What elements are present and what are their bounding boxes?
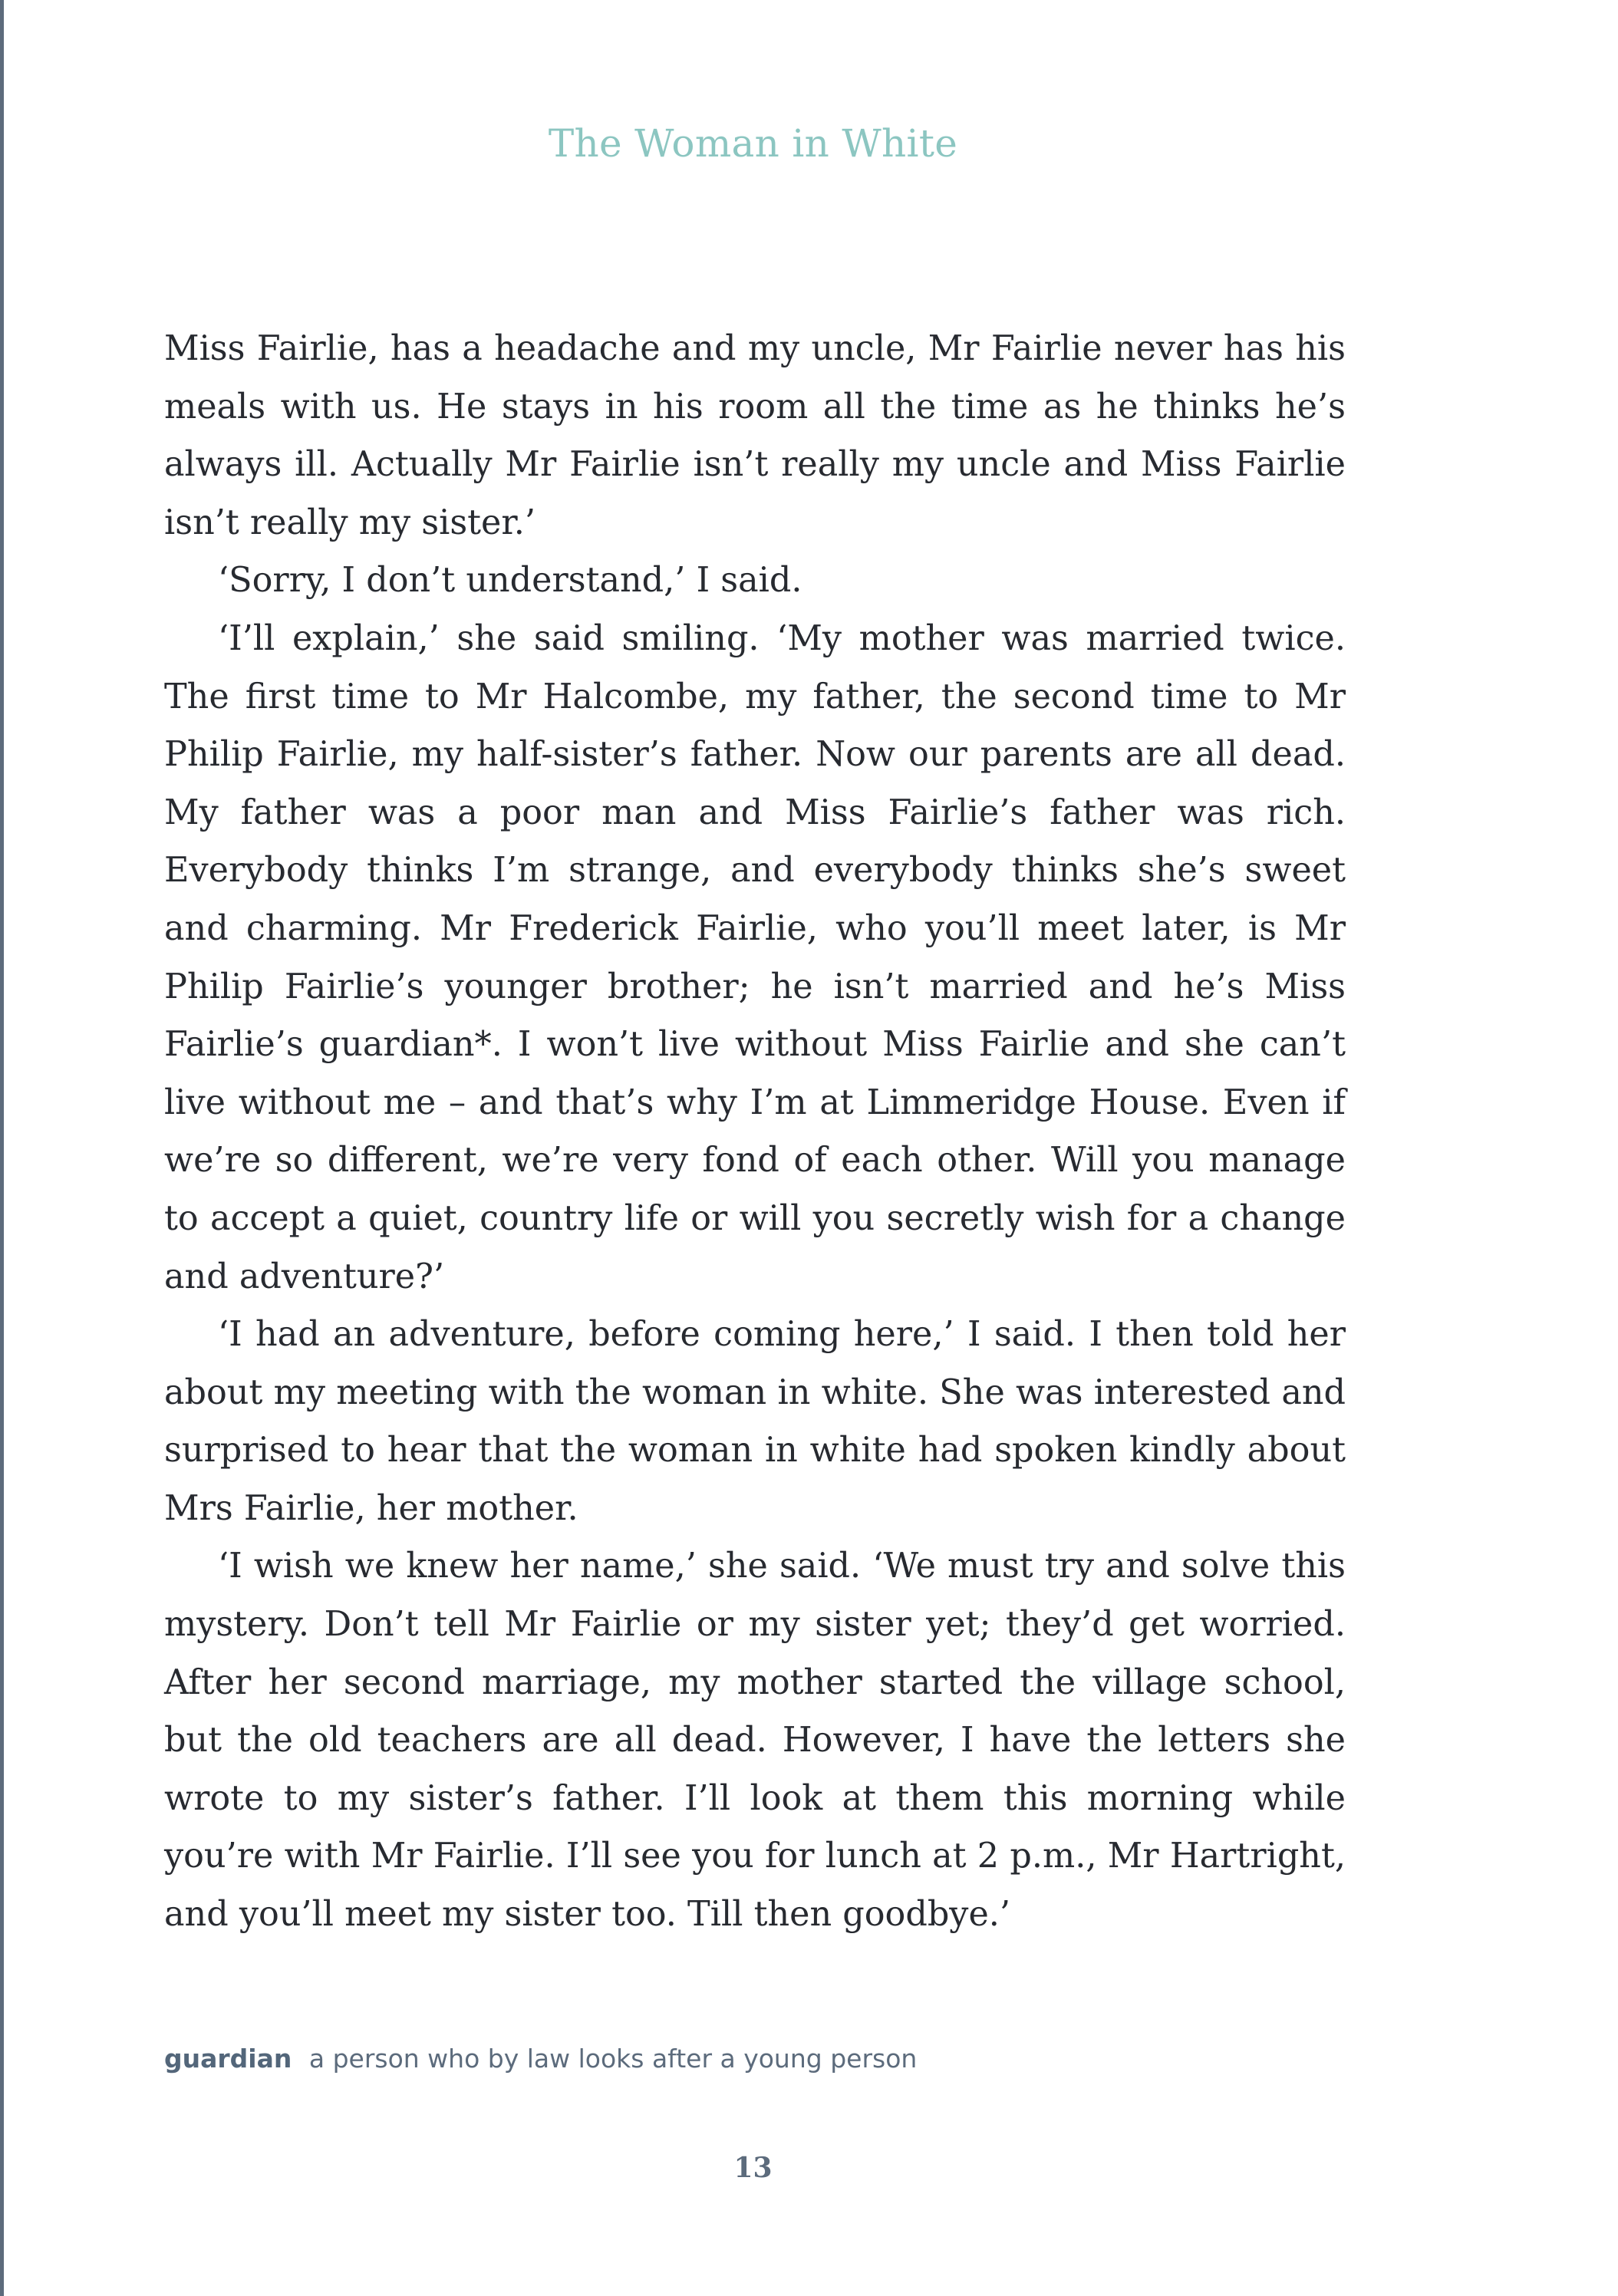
footnote-term: guardian [164,2044,292,2074]
running-head-title: The Woman in White [548,121,958,166]
paragraph: Miss Fairlie, has a headache and my uncle, Mr Fairlie never has his meals with us. He stays in his room all the time as he thinks he’s always ill. Actually Mr Fairlie isn’t really my uncle and Miss Fairlie isn’t really my sister.’ [164,329,1346,542]
paragraph: ‘Sorry, I don’t understand,’ I said. [218,561,802,601]
page-edge-line [0,0,4,2296]
page-number: 13 [733,2152,773,2184]
paragraph: ‘I wish we knew her name,’ she said. ‘We must try and solve this mystery. Don’t tell Mr Fairlie or my sister yet; they’d get worried. After her second marriage, my mother started the village school, but the old teachers are all dead. However, I have the letters she wrote to my sister’s father. I’ll look at them this morning while you’re with Mr Fairlie. I’ll see you for lunch at 2 p.m., Mr Hartright, and you’ll meet my sister too. Till then goodbye.’ [164,1547,1346,1935]
footnote-definition: a person who by law looks after a young person [308,2044,918,2074]
body-text [164,320,1346,1944]
paragraph: ‘I had an adventure, before coming here,’ I said. I then told her about my meeting with the woman in white. She was interested and surprised to hear that the woman in white had spoken kindly about Mrs Fairlie, her mother. [164,1315,1346,1528]
paragraph: ‘I’ll explain,’ she said smiling. ‘My mother was married twice. The first time to Mr Halcombe, my father, the second time to Mr Philip Fairlie, my half-sister’s father. Now our parents are all dead. My father was a poor man and Miss Fairlie’s father was rich. Everybody thinks I’m strange, and everybody thinks she’s sweet and charming. Mr Frederick Fairlie, who you’ll meet later, is Mr Philip Fairlie’s younger brother; he isn’t married and he’s Miss Fairlie’s guardian*. I won’t live without Miss Fairlie and she can’t live without me – and that’s why I’m at Limmeridge House. Even if we’re so different, we’re very fond of each other. Will you manage to accept a quiet, country life or will you secretly wish for a change and adventure?’ [164,618,1346,1296]
footnote [164,2044,917,2074]
